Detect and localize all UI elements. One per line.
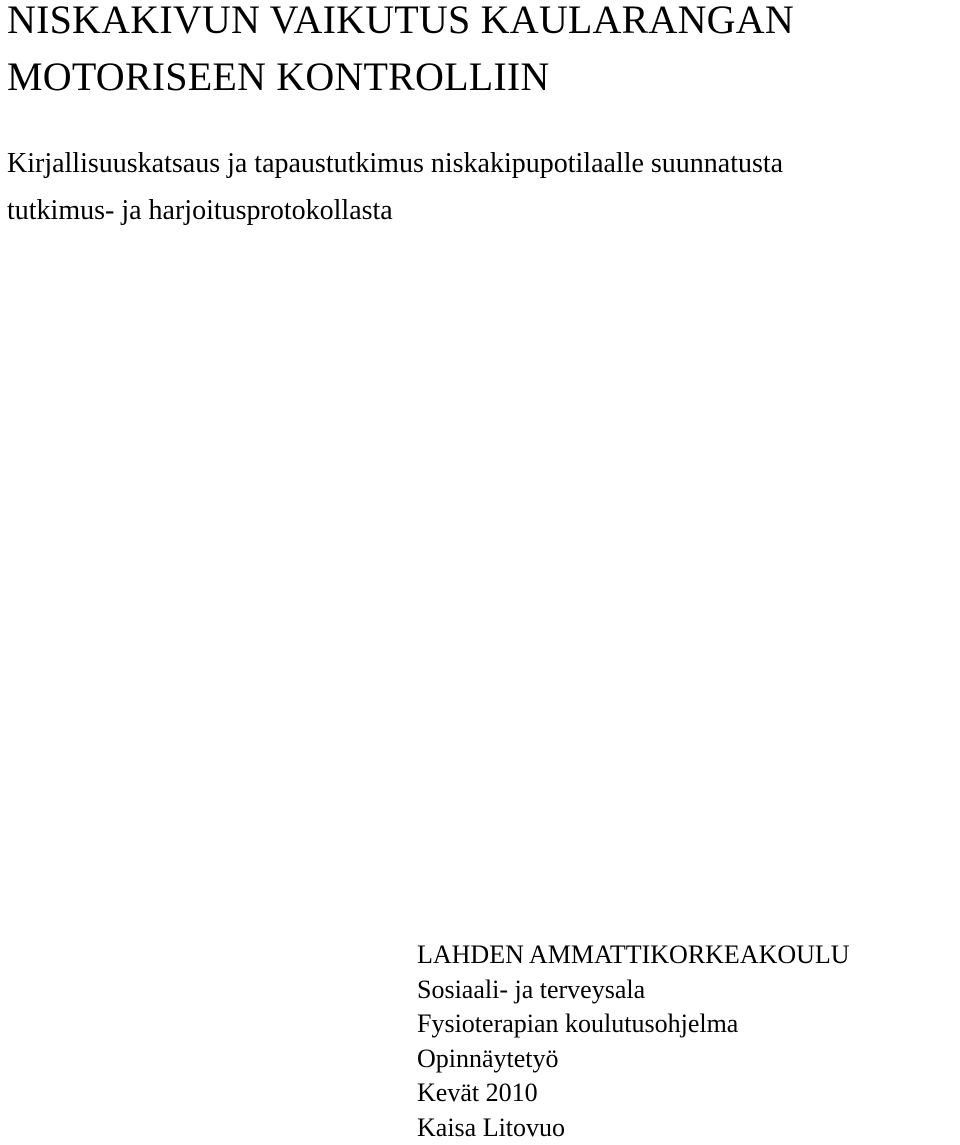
work-type: Opinnäytetyö (417, 1042, 850, 1077)
term-year: Kevät 2010 (417, 1076, 850, 1111)
thesis-subtitle (7, 140, 783, 234)
faculty-name: Sosiaali- ja terveysala (417, 973, 850, 1008)
thesis-title-line-2: MOTORISEEN KONTROLLIIN (7, 48, 794, 105)
title-page-colophon (417, 938, 850, 1145)
thesis-title (7, 0, 794, 105)
institution-name: LAHDEN AMMATTIKORKEAKOULU (417, 938, 850, 973)
thesis-subtitle-line-2: tutkimus- ja harjoitusprotokollasta (7, 187, 783, 234)
author-name: Kaisa Litovuo (417, 1111, 850, 1145)
degree-programme: Fysioterapian koulutusohjelma (417, 1007, 850, 1042)
thesis-subtitle-line-1: Kirjallisuuskatsaus ja tapaustutkimus niskakipupotilaalle suunnatusta (7, 140, 783, 187)
thesis-title-line-1: NISKAKIVUN VAIKUTUS KAULARANGAN (7, 0, 794, 48)
